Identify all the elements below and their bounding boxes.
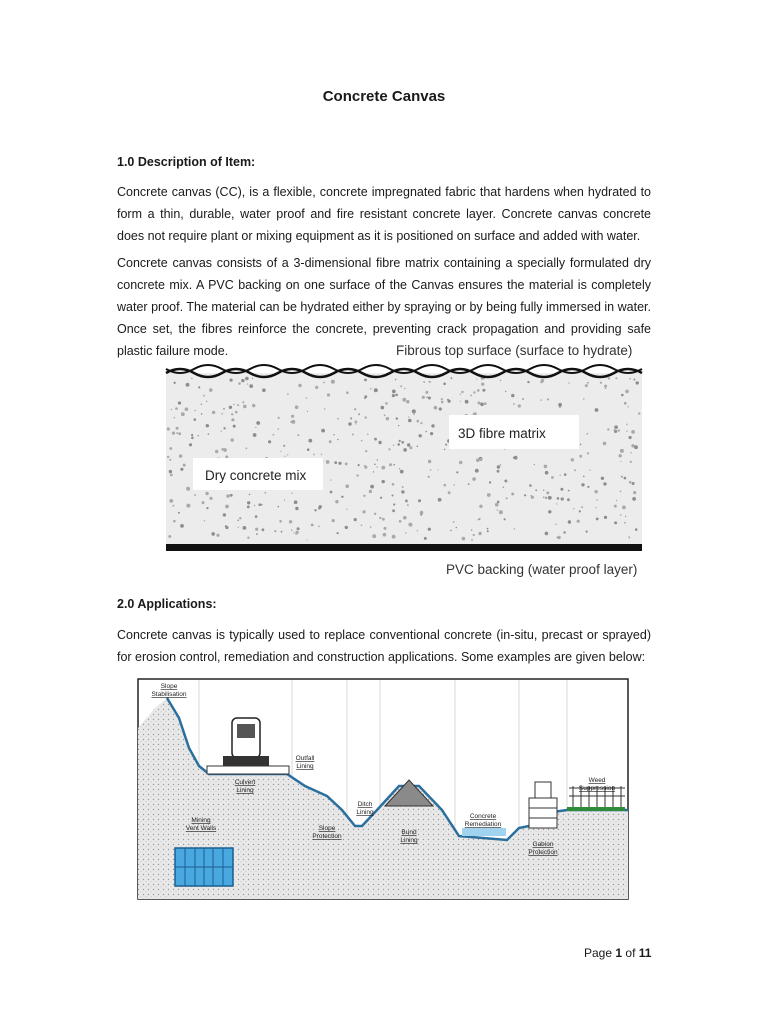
- gabion-protection-label: Gabion Protection: [528, 841, 558, 856]
- total-page-count: 11: [638, 946, 652, 960]
- paragraph-description-2: Concrete canvas consists of a 3-dimensional fibre matrix containing a specially formulated dry concrete mix. A PVC backing on one surface of the Canvas ensures the material is completely water proof. The material can be hydrated either by spraying or by being fully immersed in water. Once set, the fibres reinforce the concrete, preventing crack propagation and providing safe plastic failure mode.: [117, 256, 651, 358]
- applications-figure: [137, 678, 629, 900]
- weed-suppression-label: Weed Suppression: [578, 777, 616, 792]
- weed-suppression-mat: [567, 807, 625, 811]
- bund-lining-label: Bund Lining: [400, 829, 418, 844]
- fibrous-top-surface-label: Fibrous top surface (surface to hydrate): [396, 343, 633, 358]
- current-page-number: 1: [615, 946, 623, 960]
- slope-stabilisation-label: Slope Stabilisation: [151, 683, 187, 698]
- applications-diagram: [137, 678, 629, 900]
- section-heading-applications: 2.0 Applications:: [117, 597, 217, 611]
- pvc-backing-label: PVC backing (water proof layer): [446, 562, 638, 577]
- culvert-lining-label: Culvert Lining: [234, 779, 256, 794]
- of-word: of: [625, 946, 636, 960]
- dry-concrete-mix-label: Dry concrete mix: [205, 468, 307, 483]
- outfall-lining-label: Outfall Lining: [295, 755, 315, 770]
- section-heading-description: 1.0 Description of Item:: [117, 155, 256, 169]
- concrete-remediation-label: Concrete Remediation: [464, 813, 502, 828]
- slope-protection-label: Slope Protection: [312, 825, 342, 840]
- mining-vent-wall-icon: [175, 848, 233, 886]
- ditch-lining-label: Ditch Lining: [356, 801, 374, 816]
- cross-section-diagram: [160, 336, 650, 582]
- page-word: Page: [584, 946, 613, 960]
- remediation-water: [462, 828, 506, 836]
- paragraph-applications: Concrete canvas is typically used to replace conventional concrete (in-situ, precast or sprayed) for erosion control, remediation and construction applications. Some examples are given below:: [117, 628, 651, 664]
- cross-section-figure: [160, 336, 650, 582]
- pvc-backing-layer: [166, 544, 642, 551]
- page-title: Concrete Canvas: [322, 88, 446, 105]
- page-footer: [584, 946, 651, 960]
- fibre-matrix-label: 3D fibre matrix: [458, 426, 546, 441]
- mining-vent-walls-label: Mining Vent Walls: [185, 817, 217, 832]
- paragraph-description-1: Concrete canvas (CC), is a flexible, concrete impregnated fabric that hardens when hydrated to form a thin, durable, water proof and fire resistant concrete layer. Concrete canvas concrete does not require plant or mixing equipment as it is positioned on surface and added with water.: [117, 185, 651, 243]
